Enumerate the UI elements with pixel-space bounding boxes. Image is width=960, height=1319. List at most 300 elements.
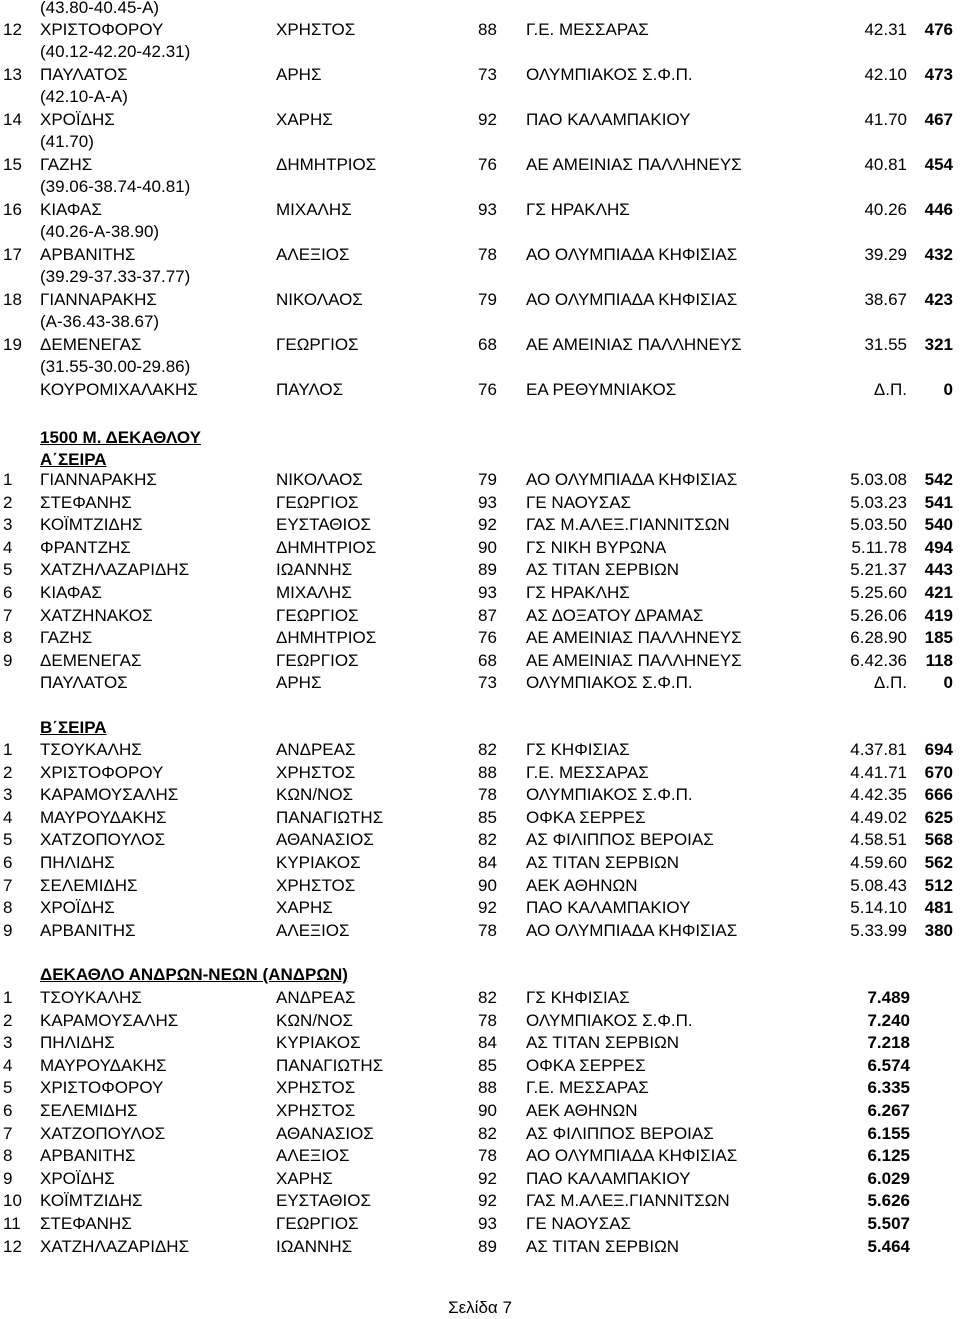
rank: 13 bbox=[3, 65, 22, 84]
athlete-surname: ΧΡΙΣΤΟΦΟΡΟΥ bbox=[40, 762, 164, 782]
athlete-surname: ΓΙΑΝΝΑΡΑΚΗΣ bbox=[40, 470, 157, 489]
club-name: ΓΣ ΚΗΦΙΣΙΑΣ bbox=[526, 988, 630, 1007]
club-name: ΑΟ ΟΛΥΜΠΙΑΔΑ ΚΗΦΙΣΙΑΣ bbox=[526, 920, 738, 940]
result-row bbox=[0, 334, 960, 356]
club-name: Γ.Ε. ΜΕΣΣΑΡΑΣ bbox=[526, 762, 649, 782]
performance-mark: 4.59.60 bbox=[850, 853, 907, 872]
result-row bbox=[0, 19, 960, 41]
performance-mark: 42.10 bbox=[864, 65, 907, 84]
result-row bbox=[0, 1010, 960, 1032]
performance-mark: 4.37.81 bbox=[850, 740, 907, 759]
athlete-first-name: ΑΝΔΡΕΑΣ bbox=[276, 740, 356, 759]
athlete-first-name: ΝΙΚΟΛΑΟΣ bbox=[276, 290, 363, 309]
club-name: ΑΕΚ ΑΘΗΝΩΝ bbox=[526, 1101, 638, 1120]
result-row bbox=[0, 762, 960, 784]
club-name: ΠΑΟ ΚΑΛΑΜΠΑΚΙΟΥ bbox=[526, 110, 691, 129]
birth-year: 93 bbox=[478, 583, 497, 602]
points: 421 bbox=[924, 583, 953, 602]
performance-mark: 5.11.78 bbox=[851, 537, 907, 557]
attempts-note: (Α-36.43-38.67) bbox=[40, 312, 160, 331]
result-row bbox=[0, 920, 960, 942]
rank: 5 bbox=[3, 1078, 13, 1098]
decathlon-title: ΔΕΚΑΘΛΟ ΑΝΔΡΩΝ-ΝΕΩΝ (ΑΝΔΡΩΝ) bbox=[40, 965, 348, 984]
birth-year: 85 bbox=[478, 807, 497, 827]
rank: 11 bbox=[3, 1214, 21, 1233]
points: 419 bbox=[924, 605, 953, 625]
attempts-note: (41.70) bbox=[40, 132, 94, 151]
club-name: Γ.Ε. ΜΕΣΣΑΡΑΣ bbox=[526, 20, 649, 39]
athlete-first-name: ΧΡΗΣΤΟΣ bbox=[276, 875, 356, 895]
result-row bbox=[0, 469, 960, 491]
result-row bbox=[0, 109, 960, 131]
birth-year: 82 bbox=[478, 740, 497, 759]
points: 540 bbox=[924, 515, 953, 535]
rank: 9 bbox=[3, 920, 13, 940]
athlete-first-name: ΧΡΗΣΤΟΣ bbox=[276, 20, 356, 39]
result-row bbox=[0, 1123, 960, 1145]
performance-mark: 42.31 bbox=[864, 20, 907, 39]
club-name: ΟΛΥΜΠΙΑΚΟΣ Σ.Φ.Π. bbox=[526, 65, 693, 84]
points: 541 bbox=[924, 492, 953, 512]
birth-year: 82 bbox=[478, 1123, 497, 1143]
club-name: ΠΑΟ ΚΑΛΑΜΠΑΚΙΟΥ bbox=[526, 1168, 691, 1188]
athlete-first-name: ΔΗΜΗΤΡΙΟΣ bbox=[276, 537, 377, 557]
rank: 4 bbox=[3, 1055, 13, 1075]
athlete-first-name: ΔΗΜΗΤΡΙΟΣ bbox=[276, 155, 377, 174]
birth-year: 87 bbox=[478, 605, 497, 625]
birth-year: 90 bbox=[478, 537, 497, 557]
athlete-surname: ΧΡΙΣΤΟΦΟΡΟΥ bbox=[40, 20, 164, 39]
club-name: ΓΑΣ Μ.ΑΛΕΞ.ΓΙΑΝΝΙΤΣΩΝ bbox=[526, 1191, 730, 1211]
performance-mark: 5.08.43 bbox=[850, 875, 907, 895]
result-row bbox=[0, 829, 960, 851]
rank: 6 bbox=[3, 853, 13, 872]
points: 473 bbox=[924, 65, 953, 84]
result-row bbox=[0, 897, 960, 919]
athlete-surname: ΚΟΥΡΟΜΙΧΑΛΑΚΗΣ bbox=[40, 380, 198, 399]
performance-mark: 4.49.02 bbox=[850, 807, 907, 827]
club-name: ΑΣ ΤΙΤΑΝ ΣΕΡΒΙΩΝ bbox=[526, 1033, 680, 1053]
result-row bbox=[0, 739, 960, 761]
rank: 15 bbox=[3, 155, 22, 174]
athlete-first-name: ΓΕΩΡΓΙΟΣ bbox=[276, 1214, 359, 1233]
total-points: 6.125 bbox=[867, 1146, 910, 1166]
result-row bbox=[0, 514, 960, 536]
club-name: ΑΟ ΟΛΥΜΠΙΑΔΑ ΚΗΦΙΣΙΑΣ bbox=[526, 1146, 738, 1166]
birth-year: 68 bbox=[478, 335, 497, 354]
performance-mark: 6.28.90 bbox=[850, 628, 907, 648]
result-row bbox=[0, 1055, 960, 1077]
athlete-first-name: ΑΛΕΞΙΟΣ bbox=[276, 920, 350, 940]
top-header-note: (43.80-40.45-Α) bbox=[40, 0, 160, 17]
club-name: ΕΑ ΡΕΘΥΜΝΙΑΚΟΣ bbox=[526, 380, 677, 399]
athlete-first-name: ΧΡΗΣΤΟΣ bbox=[276, 1078, 356, 1098]
performance-mark: 5.03.23 bbox=[850, 492, 907, 512]
athlete-surname: ΓΙΑΝΝΑΡΑΚΗΣ bbox=[40, 290, 157, 309]
attempts-note: (39.29-37.33-37.77) bbox=[40, 267, 191, 286]
points: 494 bbox=[924, 537, 953, 557]
athlete-first-name: ΕΥΣΤΑΘΙΟΣ bbox=[276, 515, 371, 535]
athlete-surname: ΦΡΑΝΤΖΗΣ bbox=[40, 537, 131, 557]
birth-year: 79 bbox=[478, 290, 497, 309]
athlete-first-name: ΜΙΧΑΛΗΣ bbox=[276, 200, 352, 219]
birth-year: 93 bbox=[478, 200, 497, 219]
birth-year: 78 bbox=[478, 1146, 497, 1166]
result-row bbox=[0, 582, 960, 604]
total-points: 7.218 bbox=[867, 1033, 910, 1053]
athlete-surname: ΧΡΟΪΔΗΣ bbox=[40, 898, 115, 918]
birth-year: 78 bbox=[478, 1010, 497, 1030]
athlete-surname: ΧΡΟΪΔΗΣ bbox=[40, 110, 115, 129]
athlete-surname: ΧΡΟΪΔΗΣ bbox=[40, 1168, 115, 1188]
performance-mark: 38.67 bbox=[864, 290, 907, 309]
athlete-first-name: ΧΑΡΗΣ bbox=[276, 898, 333, 918]
page-number: Σελίδα 7 bbox=[448, 1298, 512, 1317]
result-row bbox=[0, 492, 960, 514]
athlete-first-name: ΧΑΡΗΣ bbox=[276, 1168, 333, 1188]
birth-year: 84 bbox=[478, 1033, 497, 1053]
performance-mark: 5.26.06 bbox=[850, 605, 907, 625]
points: 481 bbox=[924, 898, 953, 918]
rank: 12 bbox=[3, 20, 22, 39]
total-points: 5.464 bbox=[867, 1236, 910, 1256]
club-name: ΟΛΥΜΠΙΑΚΟΣ Σ.Φ.Π. bbox=[526, 673, 693, 693]
athlete-first-name: ΧΑΡΗΣ bbox=[276, 110, 333, 129]
athlete-first-name: ΑΛΕΞΙΟΣ bbox=[276, 245, 350, 264]
club-name: ΓΣ ΝΙΚΗ ΒΥΡΩΝΑ bbox=[526, 537, 667, 557]
rank: 2 bbox=[3, 492, 13, 512]
result-row bbox=[0, 1190, 960, 1212]
rank: 7 bbox=[3, 875, 13, 895]
athlete-surname: ΣΕΛΕΜΙΔΗΣ bbox=[40, 1101, 138, 1120]
birth-year: 68 bbox=[478, 650, 497, 670]
club-name: ΑΣ ΤΙΤΑΝ ΣΕΡΒΙΩΝ bbox=[526, 560, 680, 580]
club-name: ΟΦΚΑ ΣΕΡΡΕΣ bbox=[526, 1055, 646, 1075]
birth-year: 92 bbox=[478, 515, 497, 535]
birth-year: 73 bbox=[478, 673, 497, 693]
birth-year: 93 bbox=[478, 1214, 497, 1233]
rank: 3 bbox=[3, 1033, 13, 1053]
result-row bbox=[0, 627, 960, 649]
athlete-surname: ΠΗΛΙΔΗΣ bbox=[40, 853, 115, 872]
points: 0 bbox=[943, 673, 953, 693]
athlete-surname: ΜΑΥΡΟΥΔΑΚΗΣ bbox=[40, 807, 167, 827]
athlete-surname: ΚΙΑΦΑΣ bbox=[40, 200, 102, 219]
birth-year: 89 bbox=[478, 560, 497, 580]
result-row bbox=[0, 64, 960, 86]
rank: 8 bbox=[3, 1146, 13, 1166]
total-points: 6.267 bbox=[867, 1101, 910, 1120]
rank: 10 bbox=[3, 1191, 22, 1211]
result-row bbox=[0, 1032, 960, 1054]
result-row bbox=[0, 1236, 960, 1258]
athlete-first-name: ΧΡΗΣΤΟΣ bbox=[276, 762, 356, 782]
performance-mark: 4.42.35 bbox=[850, 785, 907, 805]
result-row bbox=[0, 1168, 960, 1190]
points: 512 bbox=[924, 875, 953, 895]
rank: 12 bbox=[3, 1236, 22, 1256]
performance-mark: Δ.Π. bbox=[873, 673, 907, 693]
athlete-first-name: ΓΕΩΡΓΙΟΣ bbox=[276, 650, 359, 670]
club-name: ΓΣ ΚΗΦΙΣΙΑΣ bbox=[526, 740, 630, 759]
rank: 7 bbox=[3, 605, 13, 625]
athlete-surname: ΑΡΒΑΝΙΤΗΣ bbox=[40, 245, 136, 264]
total-points: 5.507 bbox=[867, 1214, 910, 1233]
result-row bbox=[0, 650, 960, 672]
result-row bbox=[0, 537, 960, 559]
club-name: ΓΕ ΝΑΟΥΣΑΣ bbox=[526, 1214, 632, 1233]
birth-year: 82 bbox=[478, 830, 497, 850]
points: 542 bbox=[924, 470, 953, 489]
rank: 6 bbox=[3, 1101, 13, 1120]
athlete-first-name: ΑΘΑΝΑΣΙΟΣ bbox=[276, 1123, 374, 1143]
points: 423 bbox=[924, 290, 953, 309]
points: 0 bbox=[943, 380, 953, 399]
club-name: ΠΑΟ ΚΑΛΑΜΠΑΚΙΟΥ bbox=[526, 898, 691, 918]
result-row bbox=[0, 154, 960, 176]
athlete-surname: ΠΑΥΛΑΤΟΣ bbox=[40, 65, 128, 84]
attempts-note: (40.26-Α-38.90) bbox=[40, 222, 160, 241]
athlete-surname: ΧΑΤΖΗΛΑΖΑΡΙΔΗΣ bbox=[40, 560, 190, 580]
athlete-first-name: ΑΝΔΡΕΑΣ bbox=[276, 988, 356, 1007]
total-points: 6.335 bbox=[867, 1078, 910, 1098]
rank: 5 bbox=[3, 830, 13, 850]
athlete-surname: ΧΑΤΖΟΠΟΥΛΟΣ bbox=[40, 1123, 166, 1143]
performance-mark: 31.55 bbox=[864, 335, 907, 354]
birth-year: 92 bbox=[478, 898, 497, 918]
athlete-first-name: ΑΛΕΞΙΟΣ bbox=[276, 1146, 350, 1166]
club-name: ΑΣ ΔΟΞΑΤΟΥ ΔΡΑΜΑΣ bbox=[526, 605, 704, 625]
rank: 1 bbox=[3, 988, 13, 1007]
athlete-surname: ΣΕΛΕΜΙΔΗΣ bbox=[40, 875, 138, 895]
rank: 6 bbox=[3, 583, 13, 602]
club-name: ΑΟ ΟΛΥΜΠΙΑΔΑ ΚΗΦΙΣΙΑΣ bbox=[526, 290, 738, 309]
athlete-first-name: ΠΑΝΑΓΙΩΤΗΣ bbox=[276, 1055, 384, 1075]
result-row bbox=[0, 244, 960, 266]
result-row bbox=[0, 379, 960, 401]
points: 625 bbox=[924, 807, 953, 827]
total-points: 5.626 bbox=[867, 1191, 910, 1211]
club-name: ΓΣ ΗΡΑΚΛΗΣ bbox=[526, 583, 630, 602]
rank: 3 bbox=[3, 785, 13, 805]
rank: 8 bbox=[3, 628, 13, 648]
athlete-surname: ΚΟΪΜΤΖΙΔΗΣ bbox=[40, 1191, 143, 1211]
performance-mark: 5.03.50 bbox=[850, 515, 907, 535]
points: 443 bbox=[924, 560, 953, 580]
club-name: ΓΣ ΗΡΑΚΛΗΣ bbox=[526, 200, 630, 219]
rank: 1 bbox=[3, 470, 13, 489]
attempts-note: (39.06-38.74-40.81) bbox=[40, 177, 191, 196]
result-row bbox=[0, 852, 960, 874]
performance-mark: 6.42.36 bbox=[850, 650, 907, 670]
athlete-first-name: ΚΥΡΙΑΚΟΣ bbox=[276, 853, 361, 872]
points: 694 bbox=[924, 740, 953, 759]
birth-year: 82 bbox=[478, 988, 497, 1007]
athlete-first-name: ΑΡΗΣ bbox=[276, 65, 322, 84]
total-points: 7.489 bbox=[867, 988, 910, 1007]
birth-year: 73 bbox=[478, 65, 497, 84]
rank: 7 bbox=[3, 1123, 13, 1143]
club-name: ΑΣ ΦΙΛΙΠΠΟΣ ΒΕΡΟΙΑΣ bbox=[526, 830, 714, 850]
athlete-surname: ΤΣΟΥΚΑΛΗΣ bbox=[40, 740, 142, 759]
birth-year: 79 bbox=[478, 470, 497, 489]
birth-year: 89 bbox=[478, 1236, 497, 1256]
athlete-surname: ΚΑΡΑΜΟΥΣΑΛΗΣ bbox=[40, 785, 179, 805]
athlete-first-name: ΔΗΜΗΤΡΙΟΣ bbox=[276, 628, 377, 648]
club-name: ΟΛΥΜΠΙΑΚΟΣ Σ.Φ.Π. bbox=[526, 785, 693, 805]
club-name: ΑΟ ΟΛΥΜΠΙΑΔΑ ΚΗΦΙΣΙΑΣ bbox=[526, 245, 738, 264]
result-row bbox=[0, 289, 960, 311]
birth-year: 78 bbox=[478, 920, 497, 940]
result-row bbox=[0, 875, 960, 897]
birth-year: 92 bbox=[478, 1168, 497, 1188]
performance-mark: 5.14.10 bbox=[850, 898, 907, 918]
athlete-first-name: ΝΙΚΟΛΑΟΣ bbox=[276, 470, 363, 489]
birth-year: 78 bbox=[478, 785, 497, 805]
points: 467 bbox=[924, 110, 953, 129]
rank: 2 bbox=[3, 1010, 13, 1030]
athlete-first-name: ΚΩΝ/ΝΟΣ bbox=[276, 1010, 354, 1030]
birth-year: 92 bbox=[478, 110, 497, 129]
result-row bbox=[0, 807, 960, 829]
points: 432 bbox=[924, 245, 953, 264]
performance-mark: Δ.Π. bbox=[873, 380, 907, 399]
athlete-surname: ΑΡΒΑΝΙΤΗΣ bbox=[40, 920, 136, 940]
attempts-note: (42.10-Α-Α) bbox=[40, 87, 128, 106]
birth-year: 88 bbox=[478, 1078, 497, 1098]
athlete-surname: ΤΣΟΥΚΑΛΗΣ bbox=[40, 988, 142, 1007]
total-points: 6.574 bbox=[867, 1055, 910, 1075]
athlete-surname: ΔΕΜΕΝΕΓΑΣ bbox=[40, 335, 142, 354]
athlete-surname: ΜΑΥΡΟΥΔΑΚΗΣ bbox=[40, 1055, 167, 1075]
result-row bbox=[0, 987, 960, 1009]
result-row bbox=[0, 672, 960, 694]
result-row bbox=[0, 1145, 960, 1167]
rank: 8 bbox=[3, 898, 13, 918]
club-name: ΓΕ ΝΑΟΥΣΑΣ bbox=[526, 492, 632, 512]
total-points: 6.155 bbox=[867, 1123, 910, 1143]
rank: 9 bbox=[3, 650, 13, 670]
birth-year: 85 bbox=[478, 1055, 497, 1075]
points: 454 bbox=[924, 155, 953, 174]
rank: 18 bbox=[3, 290, 22, 309]
club-name: ΑΣ ΤΙΤΑΝ ΣΕΡΒΙΩΝ bbox=[526, 853, 680, 872]
series-b-title: Β΄ΣΕΙΡΑ bbox=[40, 718, 107, 737]
result-row bbox=[0, 1077, 960, 1099]
points: 185 bbox=[924, 628, 953, 648]
athlete-surname: ΠΗΛΙΔΗΣ bbox=[40, 1033, 115, 1053]
result-row bbox=[0, 1100, 960, 1122]
points: 321 bbox=[924, 335, 953, 354]
rank: 19 bbox=[3, 335, 22, 354]
birth-year: 90 bbox=[478, 1101, 497, 1120]
birth-year: 76 bbox=[478, 628, 497, 648]
birth-year: 93 bbox=[478, 492, 497, 512]
club-name: ΑΕ ΑΜΕΙΝΙΑΣ ΠΑΛΛΗΝΕΥΣ bbox=[526, 650, 742, 670]
birth-year: 76 bbox=[478, 380, 497, 399]
club-name: ΑΕΚ ΑΘΗΝΩΝ bbox=[526, 875, 638, 895]
performance-mark: 5.03.08 bbox=[850, 470, 907, 489]
athlete-first-name: ΠΑΥΛΟΣ bbox=[276, 380, 344, 399]
performance-mark: 39.29 bbox=[864, 245, 907, 264]
athlete-surname: ΓΑΖΗΣ bbox=[40, 628, 93, 648]
points: 446 bbox=[924, 200, 953, 219]
club-name: ΑΟ ΟΛΥΜΠΙΑΔΑ ΚΗΦΙΣΙΑΣ bbox=[526, 470, 738, 489]
total-points: 6.029 bbox=[867, 1168, 910, 1188]
rank: 4 bbox=[3, 807, 13, 827]
athlete-first-name: ΕΥΣΤΑΘΙΟΣ bbox=[276, 1191, 371, 1211]
athlete-first-name: ΚΩΝ/ΝΟΣ bbox=[276, 785, 354, 805]
rank: 3 bbox=[3, 515, 13, 535]
birth-year: 90 bbox=[478, 875, 497, 895]
performance-mark: 41.70 bbox=[864, 110, 907, 129]
rank: 17 bbox=[3, 245, 22, 264]
total-points: 7.240 bbox=[867, 1010, 910, 1030]
rank: 14 bbox=[3, 110, 22, 129]
result-row bbox=[0, 605, 960, 627]
rank: 9 bbox=[3, 1168, 13, 1188]
performance-mark: 40.81 bbox=[864, 155, 907, 174]
athlete-surname: ΚΑΡΑΜΟΥΣΑΛΗΣ bbox=[40, 1010, 179, 1030]
club-name: ΑΣ ΤΙΤΑΝ ΣΕΡΒΙΩΝ bbox=[526, 1236, 680, 1256]
birth-year: 84 bbox=[478, 853, 497, 872]
athlete-first-name: ΓΕΩΡΓΙΟΣ bbox=[276, 492, 359, 512]
attempts-note: (31.55-30.00-29.86) bbox=[40, 357, 191, 376]
athlete-surname: ΠΑΥΛΑΤΟΣ bbox=[40, 673, 128, 693]
performance-mark: 5.25.60 bbox=[850, 583, 907, 602]
m1500-title: 1500 Μ. ΔΕΚΑΘΛΟΥ bbox=[40, 428, 201, 447]
result-row bbox=[0, 199, 960, 221]
athlete-first-name: ΑΡΗΣ bbox=[276, 673, 322, 693]
performance-mark: 5.33.99 bbox=[850, 920, 907, 940]
athlete-surname: ΧΑΤΖΟΠΟΥΛΟΣ bbox=[40, 830, 166, 850]
athlete-surname: ΔΕΜΕΝΕΓΑΣ bbox=[40, 650, 142, 670]
athlete-first-name: ΓΕΩΡΓΙΟΣ bbox=[276, 335, 359, 354]
birth-year: 76 bbox=[478, 155, 497, 174]
rank: 1 bbox=[3, 740, 13, 759]
birth-year: 88 bbox=[478, 20, 497, 39]
club-name: ΑΕ ΑΜΕΙΝΙΑΣ ΠΑΛΛΗΝΕΥΣ bbox=[526, 155, 742, 174]
club-name: Γ.Ε. ΜΕΣΣΑΡΑΣ bbox=[526, 1078, 649, 1098]
points: 380 bbox=[924, 920, 953, 940]
club-name: ΓΑΣ Μ.ΑΛΕΞ.ΓΙΑΝΝΙΤΣΩΝ bbox=[526, 515, 730, 535]
athlete-surname: ΑΡΒΑΝΙΤΗΣ bbox=[40, 1146, 136, 1166]
points: 118 bbox=[925, 650, 953, 670]
athlete-first-name: ΙΩΑΝΝΗΣ bbox=[276, 1236, 353, 1256]
athlete-surname: ΣΤΕΦΑΝΗΣ bbox=[40, 1214, 132, 1233]
athlete-first-name: ΚΥΡΙΑΚΟΣ bbox=[276, 1033, 361, 1053]
athlete-first-name: ΙΩΑΝΝΗΣ bbox=[276, 560, 353, 580]
club-name: ΑΕ ΑΜΕΙΝΙΑΣ ΠΑΛΛΗΝΕΥΣ bbox=[526, 335, 742, 354]
athlete-first-name: ΜΙΧΑΛΗΣ bbox=[276, 583, 352, 602]
rank: 4 bbox=[3, 537, 13, 557]
result-row bbox=[0, 1213, 960, 1235]
points: 670 bbox=[924, 762, 953, 782]
athlete-surname: ΣΤΕΦΑΝΗΣ bbox=[40, 492, 132, 512]
birth-year: 92 bbox=[478, 1191, 497, 1211]
athlete-surname: ΧΡΙΣΤΟΦΟΡΟΥ bbox=[40, 1078, 164, 1098]
attempts-note: (40.12-42.20-42.31) bbox=[40, 42, 191, 61]
performance-mark: 5.21.37 bbox=[850, 560, 907, 580]
rank: 16 bbox=[3, 200, 22, 219]
athlete-surname: ΧΑΤΖΗΝΑΚΟΣ bbox=[40, 605, 153, 625]
birth-year: 88 bbox=[478, 762, 497, 782]
points: 562 bbox=[924, 853, 953, 872]
club-name: ΟΦΚΑ ΣΕΡΡΕΣ bbox=[526, 807, 646, 827]
athlete-surname: ΚΙΑΦΑΣ bbox=[40, 583, 102, 602]
club-name: ΑΕ ΑΜΕΙΝΙΑΣ ΠΑΛΛΗΝΕΥΣ bbox=[526, 628, 742, 648]
club-name: ΑΣ ΦΙΛΙΠΠΟΣ ΒΕΡΟΙΑΣ bbox=[526, 1123, 714, 1143]
